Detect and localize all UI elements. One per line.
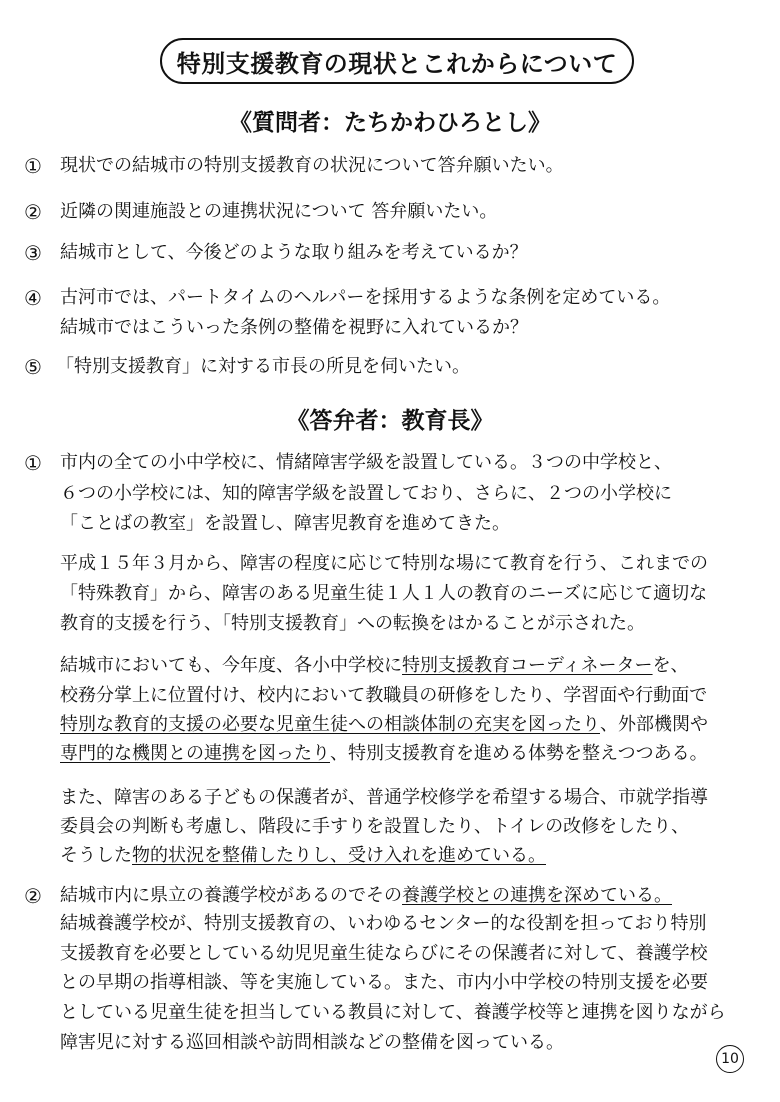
answer-text: 「ことばの教室」を設置し、障害児教育を進めてきた。 <box>60 513 510 534</box>
answer-text: 特別な教育的支援の必要な児童生徒への相談体制の充実を図ったり、外部機関や <box>60 714 708 735</box>
question-text: 古河市では、パートタイムのヘルパーを採用するような条例を定めている。 <box>60 287 671 308</box>
question-marker: ④ <box>24 286 42 310</box>
answer-text: 専門的な機関との連携を図ったり、特別支援教育を進める体勢を整えつつある。 <box>60 743 708 764</box>
questioner-heading: 《質問者：たちかわひろとし》 <box>229 110 551 136</box>
answer-text: としている児童生徒を担当している教員に対して、養護学校等と連携を図りながら <box>60 1002 726 1023</box>
answer-text: との早期の指導相談、等を実施している。また、市内小中学校の特別支援を必要 <box>60 972 708 993</box>
question-text: 現状での結城市の特別支援教育の状況について答弁願いたい。 <box>60 155 564 176</box>
answer-marker: ① <box>24 451 42 475</box>
question-marker: ③ <box>24 241 42 265</box>
answer-marker: ② <box>24 884 42 908</box>
underlined-phrase: 専門的な機関との連携を図ったり <box>60 743 330 764</box>
answerer-heading: 《答弁者：教育長》 <box>286 408 494 434</box>
answer-text: 市内の全ての小中学校に、情緒障害学級を設置している。３つの中学校と、 <box>60 452 672 473</box>
question-text: 結城市として、今後どのような取り組みを考えているか？ <box>60 242 528 263</box>
answer-text: 委員会の判断も考慮し、階段に手すりを設置したり、トイレの改修をしたり、 <box>60 816 690 837</box>
question-marker: ⑤ <box>24 355 42 379</box>
question-text: 「特別支援教育」に対する市長の所見を伺いたい。 <box>56 356 470 377</box>
answer-text: 支援教育を必要としている幼児児童生徒ならびにその保護者に対して、養護学校 <box>60 943 708 964</box>
answer-text: 結城市においても、今年度、各小中学校に特別支援教育コーディネーターを、 <box>60 655 689 676</box>
answer-text: 平成１５年３月から、障害の程度に応じて特別な場にて教育を行う、これまでの <box>60 553 708 574</box>
answer-text: 結城養護学校が、特別支援教育の、いわゆるセンター的な役割を担っており特別 <box>60 913 707 934</box>
underlined-phrase: 物的状況を整備したりし、受け入れを進めている。 <box>132 845 546 866</box>
underlined-phrase: 養護学校との連携を深めている。 <box>402 885 672 906</box>
answer-text: 「特殊教育」から、障害のある児童生徒１人１人の教育のニーズに応じて適切な <box>60 583 708 604</box>
answer-text: ６つの小学校には、知的障害学級を設置しており、さらに、２つの小学校に <box>60 483 672 504</box>
underlined-phrase: 特別な教育的支援の必要な児童生徒への相談体制の充実を図ったり <box>60 714 600 735</box>
answer-text: また、障害のある子どもの保護者が、普通学校修学を希望する場合、市就学指導 <box>60 787 708 808</box>
page-number: 10 <box>716 1045 744 1073</box>
answer-text: 障害児に対する巡回相談や訪問相談などの整備を図っている。 <box>60 1032 564 1053</box>
page-title: 特別支援教育の現状とこれからについて <box>160 38 634 84</box>
answer-text: 校務分掌上に位置付け、校内において教職員の研修をしたり、学習面や行動面で <box>60 685 708 706</box>
answer-text: 結城市内に県立の養護学校があるのでその養護学校との連携を深めている。 <box>60 885 672 906</box>
question-text: 近隣の関連施設との連携状況について 答弁願いたい。 <box>60 201 498 222</box>
underlined-phrase: 特別支援教育コーディネーター <box>402 655 653 676</box>
question-marker: ① <box>24 154 42 178</box>
question-text: 結城市ではこういった条例の整備を視野に入れているか？ <box>60 317 528 338</box>
answer-text: そうした物的状況を整備したりし、受け入れを進めている。 <box>60 845 546 866</box>
question-marker: ② <box>24 200 42 224</box>
answer-text: 教育的支援を行う、「特別支援教育」への転換をはかることが示された。 <box>60 613 645 634</box>
